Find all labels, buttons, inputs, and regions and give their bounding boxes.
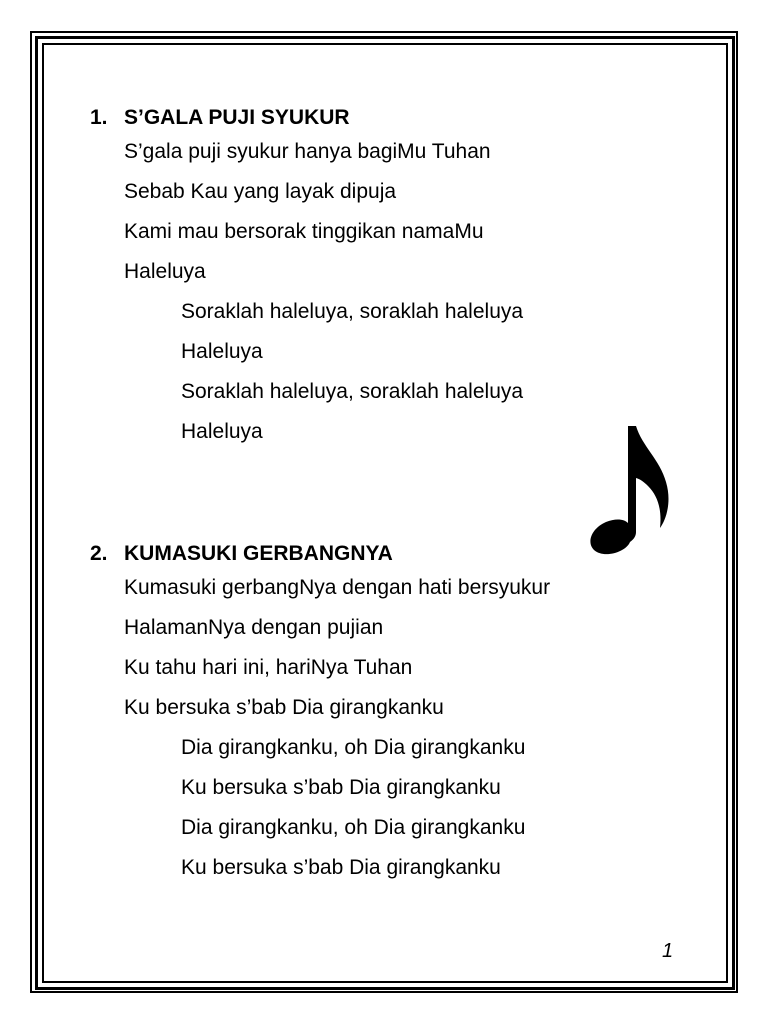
song-2 [90, 540, 690, 888]
chorus-line: Ku bersuka s’bab Dia girangkanku [181, 776, 501, 799]
eighth-note-icon [586, 424, 686, 559]
song-number: 1. [90, 106, 108, 129]
song-title-text: KUMASUKI GERBANGNYA [124, 542, 393, 565]
chorus-line: Soraklah haleluya, soraklah haleluya [181, 300, 524, 323]
verse-line: Kami mau bersorak tinggikan namaMu [124, 220, 484, 243]
chorus-line: Haleluya [181, 340, 263, 363]
song-number: 2. [90, 542, 108, 565]
verse-line: HalamanNya dengan pujian [124, 616, 384, 639]
verse-line: Haleluya [124, 260, 206, 283]
song-1 [90, 104, 690, 452]
chorus-line: Soraklah haleluya, soraklah haleluya [181, 380, 524, 403]
song-lyrics [90, 568, 690, 888]
song-title [90, 104, 690, 132]
verse-line: S’gala puji syukur hanya bagiMu Tuhan [124, 140, 491, 163]
verse-line: Sebab Kau yang layak dipuja [124, 180, 397, 203]
song-lyrics [90, 132, 690, 452]
verse-line: Ku tahu hari ini, hariNya Tuhan [124, 656, 413, 679]
chorus-line: Haleluya [181, 420, 263, 443]
chorus-line: Dia girangkanku, oh Dia girangkanku [181, 736, 526, 759]
chorus-line: Dia girangkanku, oh Dia girangkanku [181, 816, 526, 839]
song-title [90, 540, 690, 568]
chorus-line: Ku bersuka s’bab Dia girangkanku [181, 856, 501, 879]
verse-line: Ku bersuka s’bab Dia girangkanku [124, 696, 444, 719]
song-title-text: S’GALA PUJI SYUKUR [124, 106, 350, 129]
page-number: 1 [662, 940, 674, 962]
verse-line: Kumasuki gerbangNya dengan hati bersyukur [124, 576, 551, 599]
